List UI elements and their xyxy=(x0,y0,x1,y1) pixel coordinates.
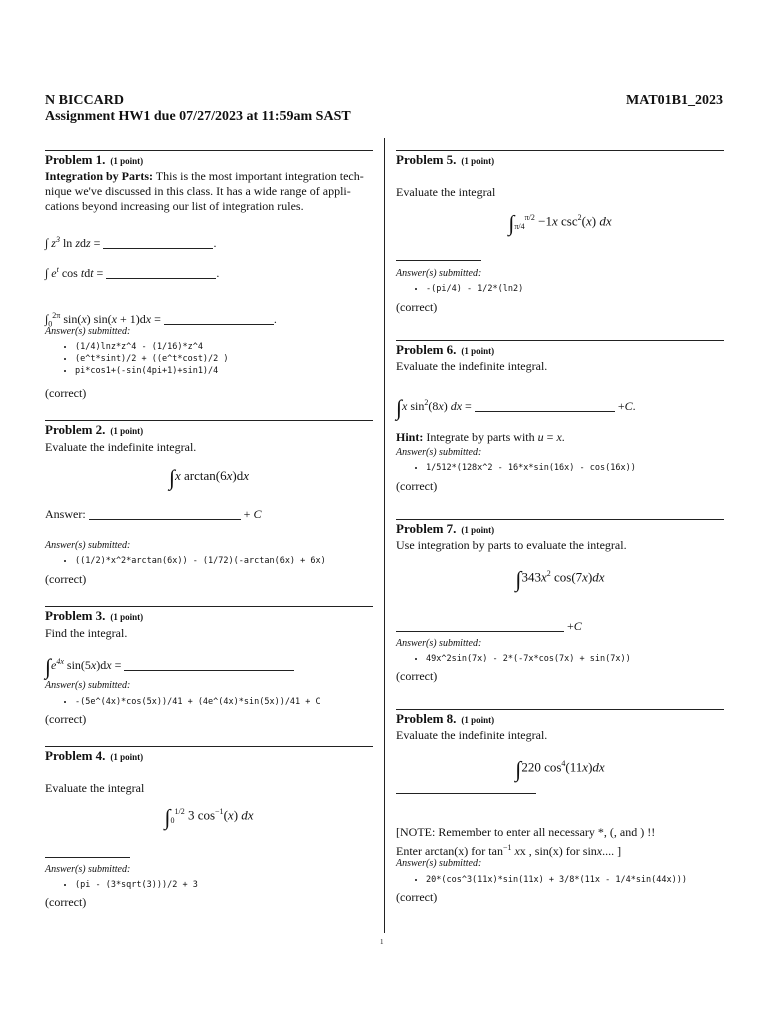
answer-list xyxy=(416,653,631,665)
submitted-answer: • -(pi/4) - 1/2*(ln2) xyxy=(426,283,523,295)
answer-label: Answer: xyxy=(45,507,86,521)
submitted-answer: • -(5e^(4x)*cos(5x))/41 + (4e^(4x)*sin(5x))/41 + C xyxy=(75,696,321,708)
status-correct: (correct) xyxy=(45,895,87,909)
problem-title: Problem 4. xyxy=(45,748,106,763)
answer-list xyxy=(65,879,198,891)
problem-3 xyxy=(45,606,373,731)
answers-submitted-label: Answer(s) submitted: xyxy=(45,326,131,337)
problem-points: (1 point) xyxy=(461,346,495,356)
answer-blank[interactable] xyxy=(396,793,536,794)
status-correct: (correct) xyxy=(396,300,438,314)
submitted-answer: • 1/512*(128x^2 - 16*x*sin(16x) - cos(16x)) xyxy=(426,462,636,474)
intro-text: nique we've discussed in this class. It has a wide range of appli- xyxy=(45,184,351,198)
problem-2: Problem 2. (1 point) Evaluate the indefinite integral. ∫x arctan(6x)dx Answer: + C Answer(s) submitted: • ((1/2)*x^2*arctan(6x)) - (1/72)(-arctan(6x) + 6x) (correct) xyxy=(45,420,373,590)
problem-5 xyxy=(396,150,724,320)
note-line: [NOTE: Remember to enter all necessary *, (, and ) !! xyxy=(396,825,656,839)
problem-prompt: Use integration by parts to evaluate the integral. xyxy=(396,538,627,552)
status-correct: (correct) xyxy=(396,890,438,904)
intro-text: cations beyond increasing our list of integration rules. xyxy=(45,199,304,213)
problem-prompt: Evaluate the indefinite integral. xyxy=(45,440,197,454)
problem-title: Problem 5. xyxy=(396,152,457,167)
answers-submitted-label: Answer(s) submitted: xyxy=(45,680,131,691)
integral-expression: ∫x $\sin^2(8x)$ dx = +C. xyxy=(396,395,636,420)
page-number: 1 xyxy=(380,938,384,946)
problem-6: Problem 6. (1 point) Evaluate the indefinite integral. ∫x $\sin^2(8x)$ dx = +C. Hint: Integrate by parts with u = x. Answer(s) submitted: • 1/512*(128x^2 - 16*x*sin(16x) - cos(16x)) (correct) xyxy=(396,340,724,500)
integral-expression: $\int e^{4x}$ sin(5x)dx = xyxy=(45,654,294,674)
student-name: N BICCARD xyxy=(45,93,124,108)
answers-submitted-label: Answer(s) submitted: xyxy=(396,268,482,279)
status-correct: (correct) xyxy=(45,386,87,400)
problem-4 xyxy=(45,746,373,916)
problem-points: (1 point) xyxy=(461,715,495,725)
integral-expression: $\int_{\pi/4}^{\pi/2} -1x$ $\csc^2(x)$ dx xyxy=(508,210,612,236)
student-header xyxy=(45,93,351,125)
course-code: MAT01B1_2023 xyxy=(626,93,723,108)
submitted-answer: • ((1/2)*x^2*arctan(6x)) - (1/72)(-arctan(6x) + 6x) xyxy=(75,555,326,567)
answer-list xyxy=(416,874,687,886)
integral-1b: ∫ $e^t$ cos tdt = . xyxy=(45,265,220,280)
answer-list xyxy=(65,341,229,377)
problem-points: (1 point) xyxy=(110,612,144,622)
answers-submitted-label: Answer(s) submitted: xyxy=(396,447,482,458)
problem-prompt: Evaluate the integral xyxy=(45,781,145,795)
submitted-answer: • (1/4)lnz*z^4 - (1/16)*z^4 xyxy=(75,341,229,353)
submitted-answer: • 49x^2sin(7x) - 2*(-7x*cos(7x) + sin(7x)) xyxy=(426,653,631,665)
status-correct: (correct) xyxy=(396,669,438,683)
answers-submitted-label: Answer(s) submitted: xyxy=(396,858,482,869)
answers-submitted-label: Answer(s) submitted: xyxy=(396,638,482,649)
answers-submitted-label: Answer(s) submitted: xyxy=(45,864,131,875)
submitted-answer: • (pi - (3*sqrt(3)))/2 + 3 xyxy=(75,879,198,891)
status-correct: (correct) xyxy=(45,572,87,586)
status-correct: (correct) xyxy=(45,712,87,726)
answer-blank[interactable] xyxy=(45,857,130,858)
problem-title: Problem 7. xyxy=(396,521,457,536)
answer-blank[interactable] xyxy=(396,619,564,632)
problem-prompt: Evaluate the integral xyxy=(396,185,496,199)
answer-blank[interactable] xyxy=(89,507,241,520)
problem-points: (1 point) xyxy=(461,525,495,535)
problem-title: Problem 6. xyxy=(396,342,457,357)
problem-title: Problem 1. xyxy=(45,152,106,167)
problem-points: (1 point) xyxy=(461,156,495,166)
integral-expression: ∫220 $\cos^4(11x)dx$ xyxy=(515,756,605,782)
answer-blank[interactable] xyxy=(164,312,274,325)
answer-list xyxy=(416,283,523,295)
answer-blank[interactable] xyxy=(103,236,213,249)
problem-points: (1 point) xyxy=(110,426,144,436)
answers-submitted-label: Answer(s) submitted: xyxy=(45,540,131,551)
problem-8 xyxy=(396,709,724,909)
answer-blank[interactable] xyxy=(124,658,294,671)
problem-title: Problem 3. xyxy=(45,608,106,623)
answer-blank[interactable] xyxy=(396,260,481,261)
note-line: Enter arctan(x) for $\tan^{-1}$ xx , sin(x) for sinx.... ] xyxy=(396,843,622,858)
hint-text: Integrate by parts with xyxy=(426,430,535,444)
problem-prompt: Find the integral. xyxy=(45,626,128,640)
answer-blank[interactable] xyxy=(106,266,216,279)
problem-points: (1 point) xyxy=(110,156,144,166)
hint-label: Hint: xyxy=(396,430,424,444)
problem-1 xyxy=(45,150,373,400)
problem-7: Problem 7. (1 point) Use integration by parts to evaluate the integral. $\int 343x^2$ cos(7x)dx +C Answer(s) submitted: • 49x^2sin(7x) - 2*(-7x*cos(7x) + sin(7x)) (correct) xyxy=(396,519,724,689)
answer-list xyxy=(65,555,326,567)
submitted-answer: • (e^t*sint)/2 + ((e^t*cost)/2 ) xyxy=(75,353,229,365)
answer-list xyxy=(416,462,636,474)
integral-expression: $\int 343x^2$ cos(7x)dx xyxy=(515,566,605,592)
intro-heading: Integration by Parts: xyxy=(45,169,153,183)
problem-points: (1 point) xyxy=(110,752,144,762)
status-correct: (correct) xyxy=(396,479,438,493)
intro-text: This is the most important integration tech- xyxy=(155,169,364,183)
problem-title: Problem 2. xyxy=(45,422,106,437)
integral-expression: ∫x arctan(6x)dx xyxy=(168,465,250,490)
assignment-title: Assignment HW1 due 07/27/2023 at 11:59am SAST xyxy=(45,109,351,124)
integral-expression: $\int_0^{1/2}$ 3 $\cos^{-1}(x)$ dx xyxy=(164,804,254,830)
answer-blank[interactable] xyxy=(475,399,615,412)
submitted-answer: • 20*(cos^3(11x)*sin(11x) + 3/8*(11x - 1/4*sin(44x))) xyxy=(426,874,687,886)
submitted-answer: • pi*cos1+(-sin(4pi+1)+sin1)/4 xyxy=(75,365,229,377)
problem-prompt: Evaluate the indefinite integral. xyxy=(396,728,548,742)
problem-title: Problem 8. xyxy=(396,711,457,726)
column-divider xyxy=(384,138,385,933)
integral-1a: ∫ $z^3$ ln zdz = . xyxy=(45,235,217,250)
integral-1c: $\int_0^{2\pi}$ sin(x) sin(x + 1)dx = . xyxy=(45,311,277,329)
problem-prompt: Evaluate the indefinite integral. xyxy=(396,359,548,373)
answer-list xyxy=(65,696,321,708)
